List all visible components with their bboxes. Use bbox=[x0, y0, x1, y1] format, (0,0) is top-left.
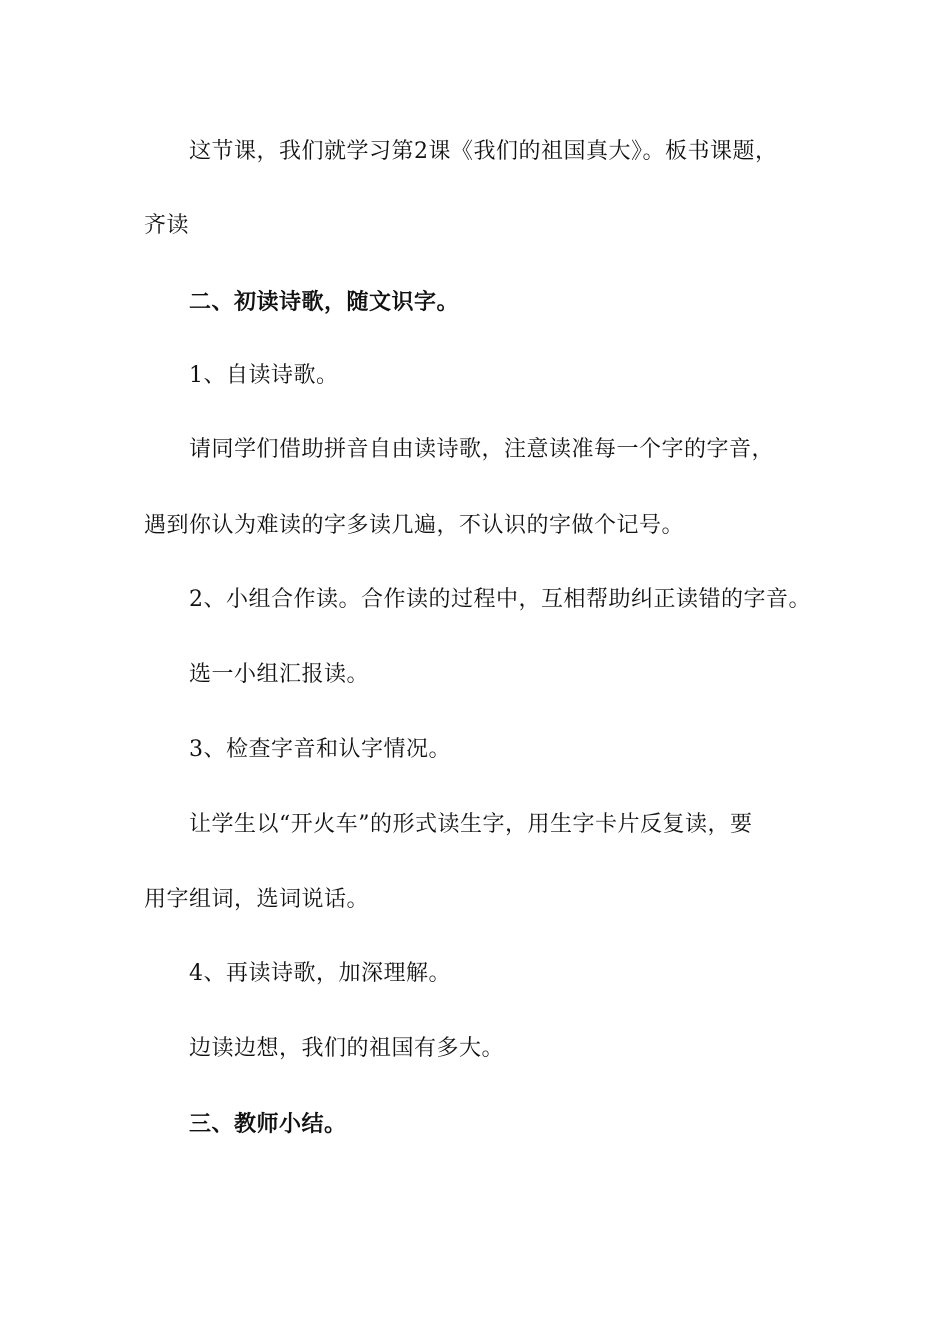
subsection-heading: 4、再读诗歌，加深理解。 bbox=[189, 961, 451, 986]
paragraph-line: 让学生以“开火车”的形式读生字，用生字卡片反复读，要 bbox=[189, 812, 753, 837]
paragraph-line: 遇到你认为难读的字多读几遍，不认识的字做个记号。 bbox=[144, 513, 685, 538]
section-heading: 三、教师小结。 bbox=[189, 1111, 347, 1137]
subsection-heading: 1、自读诗歌。 bbox=[189, 363, 339, 388]
subsection-heading: 3、检查字音和认字情况。 bbox=[189, 737, 451, 762]
paragraph-line: 用字组词，选词说话。 bbox=[144, 887, 370, 912]
paragraph-line: 选一小组汇报读。 bbox=[189, 662, 370, 687]
paragraph-line: 齐读 bbox=[144, 213, 190, 238]
paragraph-line: 边读边想，我们的祖国有多大。 bbox=[189, 1036, 505, 1061]
paragraph-line: 这节课，我们就学习第2课《我们的祖国真大》。板书课题， bbox=[189, 139, 778, 164]
subsection-heading: 2、小组合作读。合作读的过程中，互相帮助纠正读错的字音。 bbox=[189, 587, 811, 612]
section-heading: 二、初读诗歌，随文识字。 bbox=[189, 289, 460, 315]
paragraph-line: 请同学们借助拼音自由读诗歌，注意读准每一个字的字音， bbox=[189, 437, 775, 462]
